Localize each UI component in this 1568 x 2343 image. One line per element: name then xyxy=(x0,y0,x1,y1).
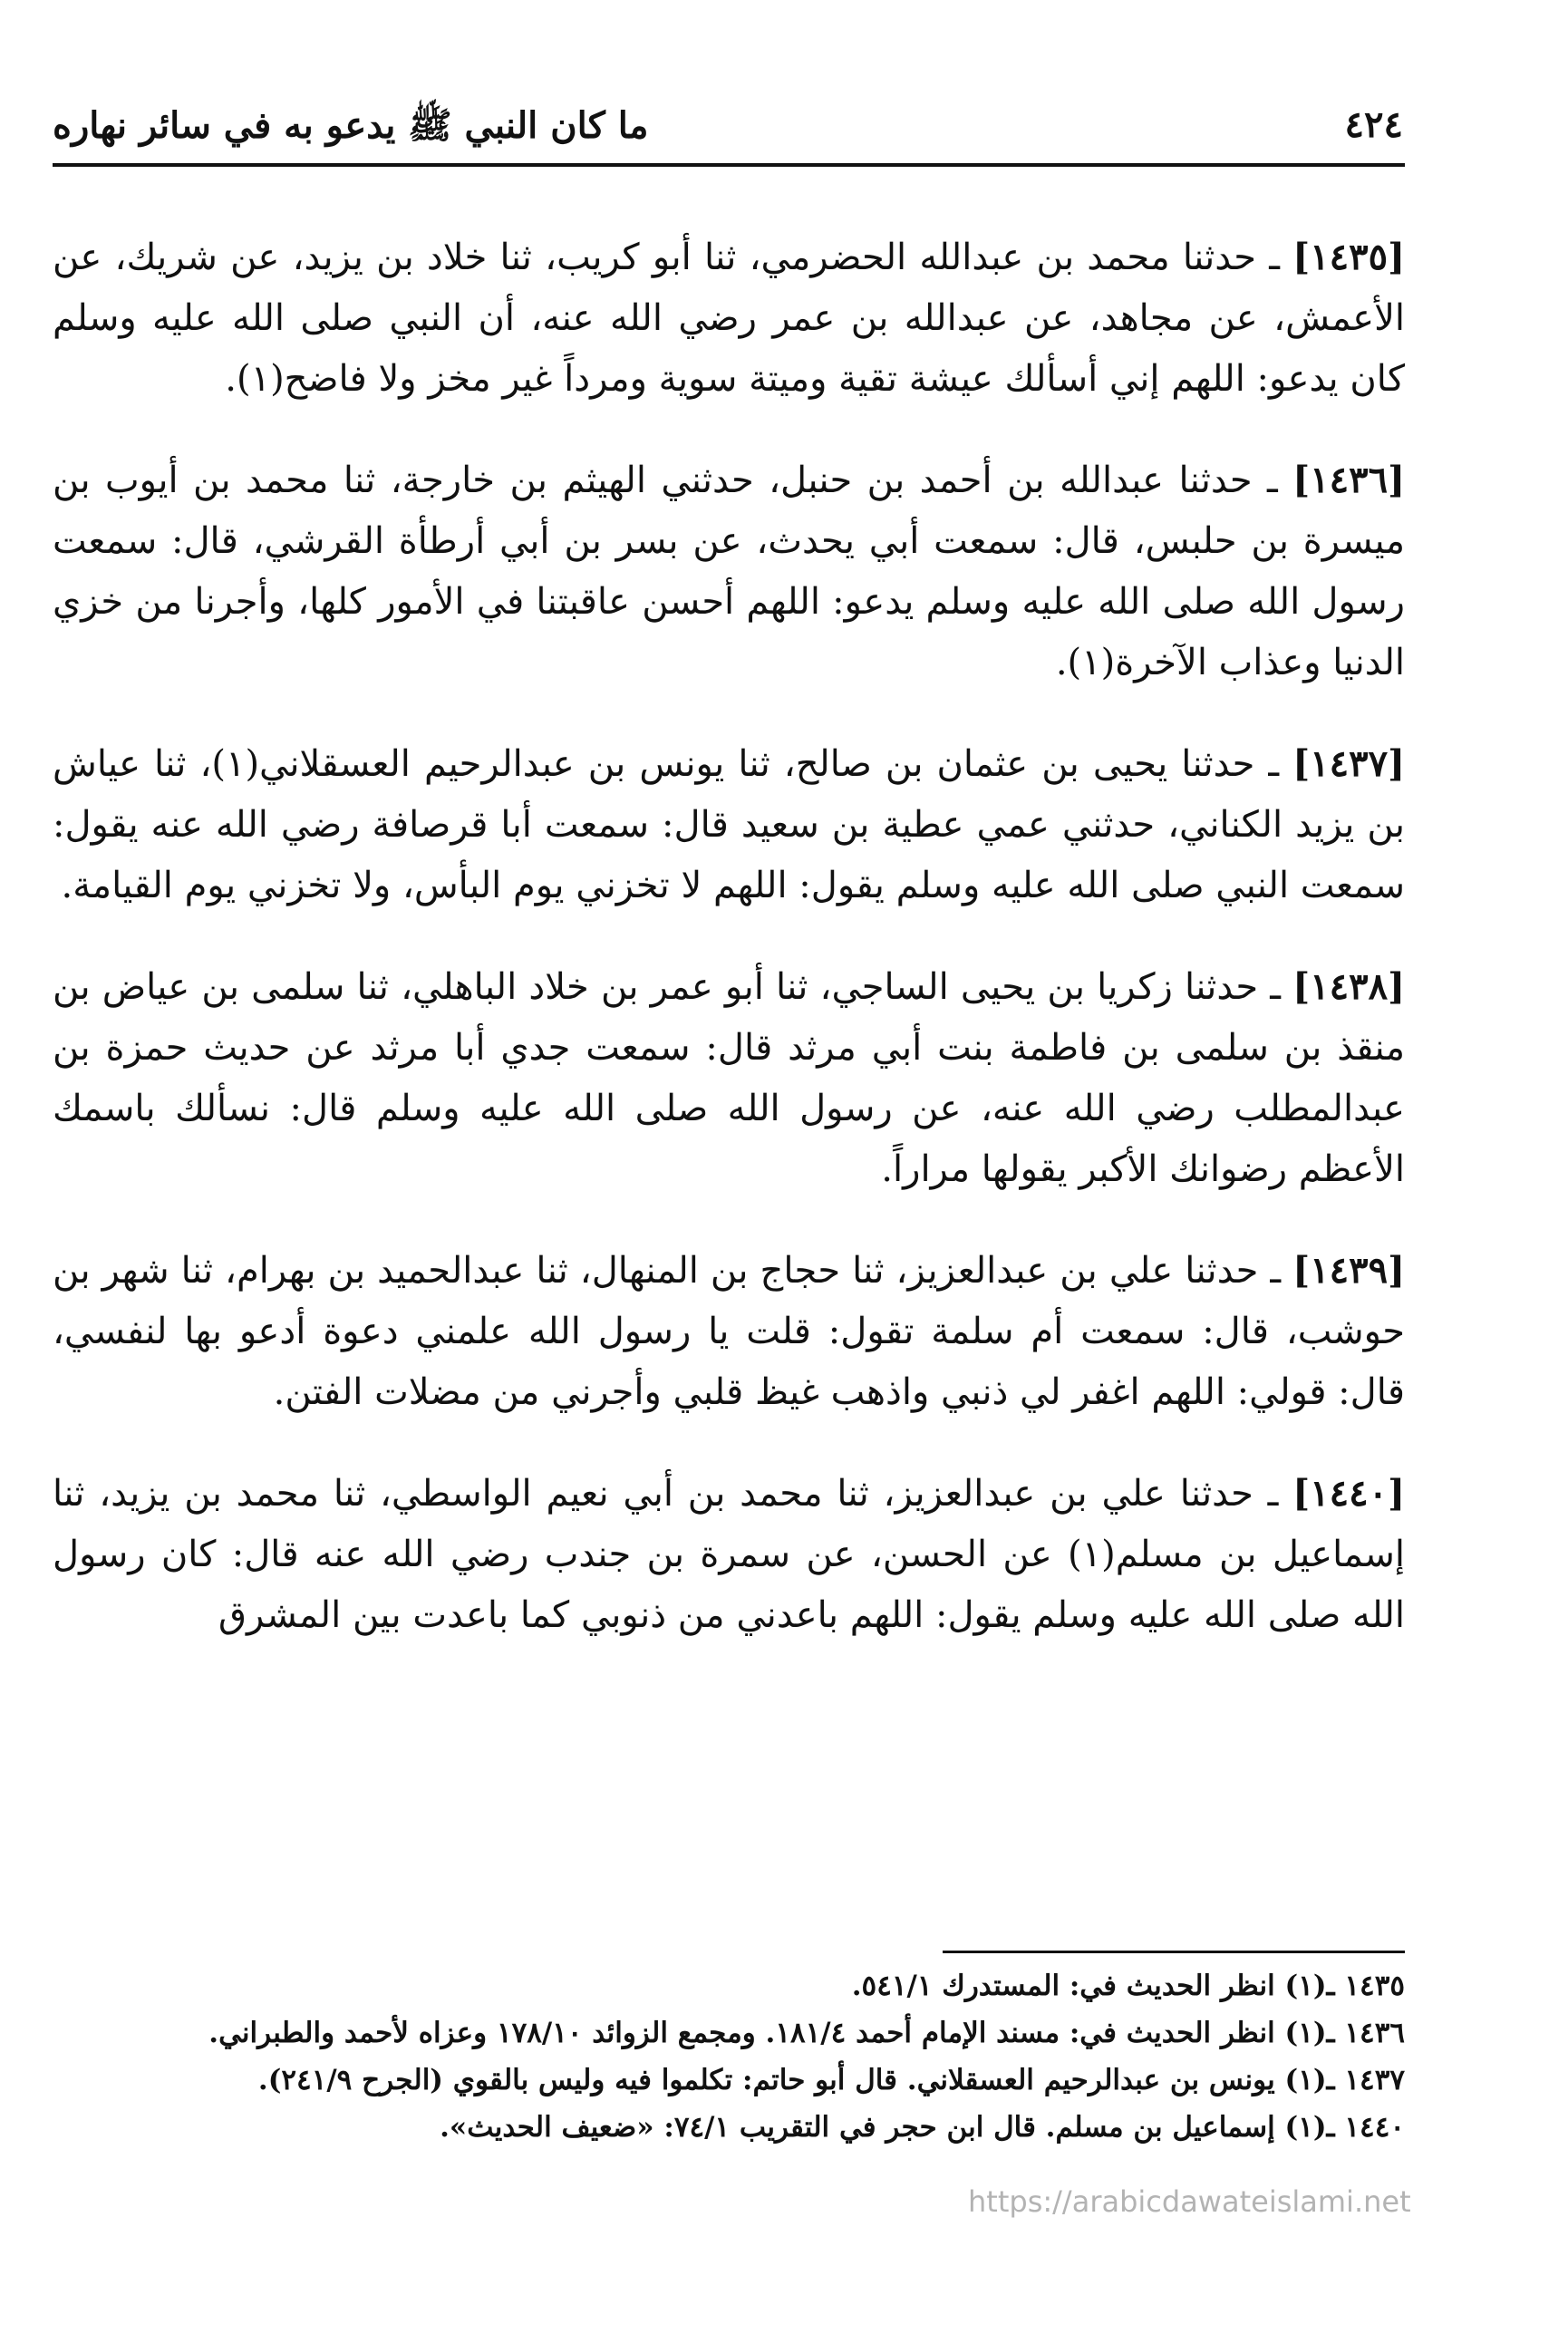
hadith-1436 xyxy=(53,450,1405,693)
footnote-1435: ١٤٣٥ ـ(١) انظر الحديث في: المستدرك ٥٤١/١. xyxy=(851,1970,1405,2002)
running-head: ما كان النبي ﷺ يدعو به في سائر نهاره xyxy=(53,104,649,147)
hadith-1440 xyxy=(53,1463,1405,1646)
hadith-text: ـ حدثنا علي بن عبدالعزيز، ثنا محمد بن أبي نعيم الواسطي، ثنا محمد بن يزيد، ثنا إسماعيل بن مسلم(١) عن الحسن، عن سمرة بن جندب رضي الله عنه قال: كان رسول الله صلى الله عليه وسلم يقول: اللهم باعدني من ذنوبي كما باعدت بين المشرق xyxy=(53,1473,1406,1636)
footnote-1437: ١٤٣٧ ـ(١) يونس بن عبدالرحيم العسقلاني. قال أبو حاتم: تكلموا فيه وليس بالقوي (الجرح ٢٤١/٩). xyxy=(257,2064,1405,2096)
footnote-1440: ١٤٤٠ ـ(١) إسماعيل بن مسلم. قال ابن حجر في التقريب ٧٤/١: «ضعيف الحديث». xyxy=(440,2111,1405,2144)
hadith-number: [١٤٣٥] xyxy=(1292,236,1406,278)
hadith-1437 xyxy=(53,733,1405,916)
hadith-text: ـ حدثنا زكريا بن يحيى الساجي، ثنا أبو عمر بن خلاد الباهلي، ثنا سلمى بن عياض بن منقذ بن سلمى بن فاطمة بنت أبي مرثد قال: سمعت جدي أبا مرثد عن حديث حمزة بن عبدالمطلب رضي الله عنه، عن رسول الله صلى الله عليه وسلم قال: نسألك باسمك الأعظم رضوانك الأكبر يقولها مراراً. xyxy=(53,966,1405,1190)
hadith-text: ـ حدثنا علي بن عبدالعزيز، ثنا حجاج بن المنهال، ثنا عبدالحميد بن بهرام، ثنا شهر بن حوشب، قال: سمعت أم سلمة تقول: قلت يا رسول الله علمني دعوة أدعو بها لنفسي، قال: قولي: اللهم اغفر لي ذنبي واذهب غيظ قلبي وأجرني من مضلات الفتن. xyxy=(53,1250,1405,1413)
hadith-1438 xyxy=(53,956,1405,1200)
page-number: ٤٢٤ xyxy=(1344,103,1403,146)
hadith-number: [١٤٣٧] xyxy=(1292,742,1406,785)
watermark-url: https://arabicdawateislami.net xyxy=(968,2184,1411,2219)
hadith-number: [١٤٣٦] xyxy=(1292,459,1405,501)
hadith-1435 xyxy=(53,227,1405,410)
hadith-list xyxy=(53,227,1405,1686)
hadith-1439 xyxy=(53,1240,1405,1423)
hadith-number: [١٤٣٨] xyxy=(1292,965,1406,1008)
header-rule xyxy=(53,163,1405,167)
hadith-text: ـ حدثنا محمد بن عبدالله الحضرمي، ثنا أبو كريب، ثنا خلاد بن يزيد، عن شريك، عن الأعمش، عن مجاهد، عن عبدالله بن عمر رضي الله عنه، أن النبي صلى الله عليه وسلم كان يدعو: اللهم إني أسألك عيشة تقية وميتة سوية ومرداً غير مخز ولا فاضح(١). xyxy=(53,237,1405,400)
footnote-rule xyxy=(943,1951,1405,1953)
hadith-number: [١٤٤٠] xyxy=(1292,1472,1405,1515)
page-header xyxy=(53,91,1403,172)
hadith-text: ـ حدثنا يحيى بن عثمان بن صالح، ثنا يونس بن عبدالرحيم العسقلاني(١)، ثنا عياش بن يزيد الكناني، حدثني عمي عطية بن سعيد قال: سمعت أبا قرصافة رضي الله عنه يقول: سمعت النبي صلى الله عليه وسلم يقول: اللهم لا تخزني يوم البأس، ولا تخزني يوم القيامة. xyxy=(53,743,1405,906)
hadith-text: ـ حدثنا عبدالله بن أحمد بن حنبل، حدثني الهيثم بن خارجة، ثنا محمد بن أيوب بن ميسرة بن حلبس، قال: سمعت أبي يحدث، عن بسر بن أبي أرطأة القرشي، قال: سمعت رسول الله صلى الله عليه وسلم يدعو: اللهم أحسن عاقبتنا في الأمور كلها، وأجرنا من خزي الدنيا وعذاب الآخرة(١). xyxy=(53,460,1405,683)
footnote-1436: ١٤٣٦ ـ(١) انظر الحديث في: مسند الإمام أحمد ١٨١/٤. ومجمع الزوائد ١٧٨/١٠ وعزاه لأحمد والطبراني. xyxy=(208,2017,1405,2049)
footnotes xyxy=(53,1962,1405,2151)
hadith-number: [١٤٣٩] xyxy=(1292,1249,1405,1292)
